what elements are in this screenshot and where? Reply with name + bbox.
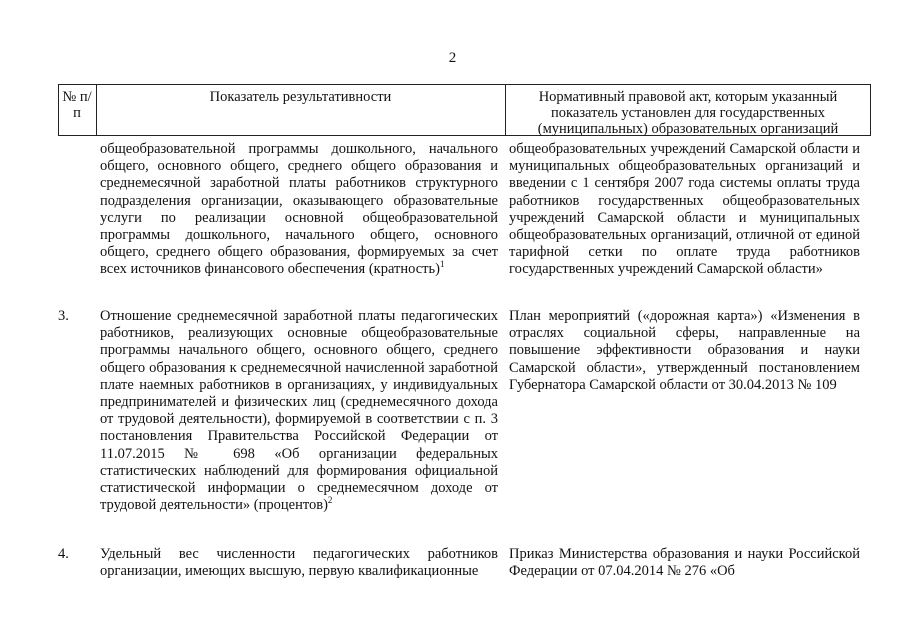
row-indicator: Удельный вес численности педагогических работников организации, имеющих высшую, первую квалификационные	[100, 546, 498, 580]
row-act: Приказ Министерства образования и науки Российской Федерации от 07.04.2014 № 276 «Об	[509, 546, 860, 580]
row-indicator: общеобразовательной программы дошкольного, начального общего, основного общего, среднего общего образования и среднемесячной заработной платы работников структурного подразделения организации, оказывающего образовательные услуги по реализации основной общеобразовательной программы дошкольного, начального общего, основного общего, среднего общего образования, формируемых за счет всех источников финансового обеспечения (кратность)$^1$	[100, 141, 498, 278]
header-col-indicator: Показатель результативности	[209, 89, 392, 105]
table-divider-1	[96, 85, 97, 135]
table-border-left	[58, 85, 59, 135]
page-number: 2	[448, 50, 457, 66]
table-border-right	[870, 85, 871, 135]
row-number: 4.	[58, 546, 69, 562]
table-divider-2	[505, 85, 506, 135]
row-indicator: Отношение среднемесячной заработной платы педагогических работников, реализующих основные общеобразовательные программы начального общего, основного общего, среднего общего образования к среднемесячной начисленной заработной плате наемных работников в организациях, у индивидуальных предпринимателей и физических лиц (среднемесячного дохода от трудовой деятельности), формируемой в соответствии с п. 3 постановления Правительства Российской Федерации от 11.07.2015 № 698 «Об организации федеральных статистических наблюдений для формирования официальной статистической информации о среднемесячном доходе от трудовой деятельности» (процентов)$^2$	[100, 308, 498, 514]
table-header	[58, 84, 871, 136]
row-act: общеобразовательных учреждений Самарской области и муниципальных общеобразовательных организаций и введении с 1 сентября 2007 года системы оплаты труда работников государственных общеобразовательных учреждений Самарской области и муниципальных общеобразовательных организаций, отличной от единой тарифной сетки по оплате труда работников государственных учреждений Самарской области»	[509, 141, 860, 278]
row-act: План мероприятий («дорожная карта») «Изменения в отраслях социальной сферы, направленные на повышение эффективности образования и науки Самарской области», утвержденный постановлением Губернатора Самарской области от 30.04.2013 № 109	[509, 308, 860, 393]
row-number: 3.	[58, 308, 69, 324]
header-col-act: Нормативный правовой акт, которым указанный показатель установлен для государственных (муниципальных) образовательных организаций	[537, 89, 839, 137]
header-col-number: № п/п	[62, 89, 92, 121]
